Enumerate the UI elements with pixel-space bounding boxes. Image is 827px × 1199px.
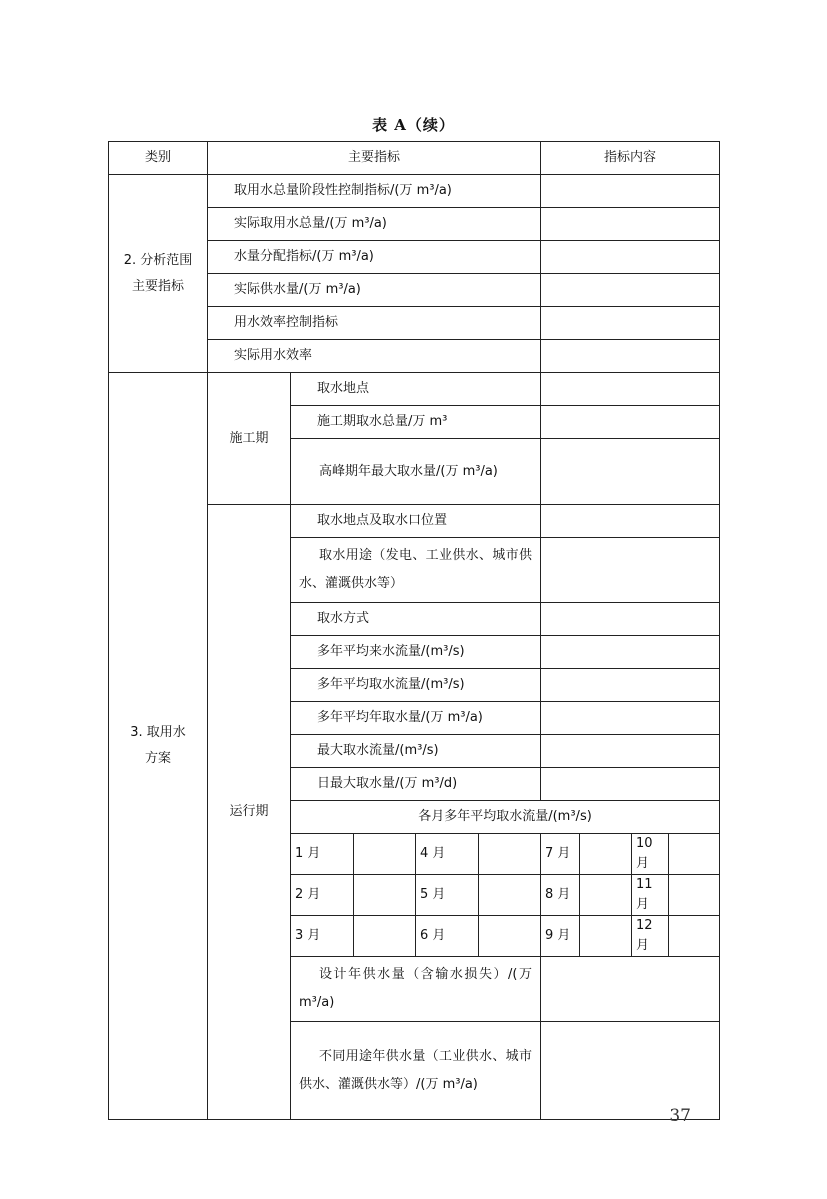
indicator-label: 不同用途年供水量（工业供水、城市供水、灌溉供水等）/(万 m³/a) <box>291 1022 541 1120</box>
indicator-value-cell[interactable] <box>541 669 720 702</box>
indicator-value-cell[interactable] <box>541 373 720 406</box>
month-label: 8 月 <box>541 875 580 916</box>
indicator-value-cell[interactable] <box>541 307 720 340</box>
indicator-value-cell[interactable] <box>541 603 720 636</box>
indicator-value-cell[interactable] <box>541 1022 720 1120</box>
indicator-label: 实际用水效率 <box>208 340 541 373</box>
month-label: 7 月 <box>541 834 580 875</box>
month-label: 5 月 <box>416 875 479 916</box>
month-label: 3 月 <box>291 916 354 957</box>
indicator-label: 高峰期年最大取水量/(万 m³/a) <box>291 439 541 505</box>
indicator-label: 水量分配指标/(万 m³/a) <box>208 241 541 274</box>
indicator-label: 多年平均来水流量/(m³/s) <box>291 636 541 669</box>
indicator-label: 取水地点 <box>291 373 541 406</box>
indicator-label: 设计年供水量（含输水损失）/(万 m³/a) <box>291 957 541 1022</box>
month-value-cell[interactable] <box>479 834 541 875</box>
month-value-cell[interactable] <box>354 916 416 957</box>
indicator-label: 取用水总量阶段性控制指标/(万 m³/a) <box>208 175 541 208</box>
month-value-cell[interactable] <box>669 916 720 957</box>
indicator-value-cell[interactable] <box>541 505 720 538</box>
indicator-value-cell[interactable] <box>541 735 720 768</box>
indicator-label: 取水用途（发电、工业供水、城市供水、灌溉供水等） <box>291 538 541 603</box>
indicator-label: 多年平均年取水量/(万 m³/a) <box>291 702 541 735</box>
header-indicator-content: 指标内容 <box>541 142 720 175</box>
indicator-value-cell[interactable] <box>541 702 720 735</box>
indicator-value-cell[interactable] <box>541 241 720 274</box>
category-section-3: 3. 取用水 方案 <box>109 373 208 1120</box>
header-category: 类别 <box>109 142 208 175</box>
indicator-label: 用水效率控制指标 <box>208 307 541 340</box>
indicator-label: 施工期取水总量/万 m³ <box>291 406 541 439</box>
month-label: 9 月 <box>541 916 580 957</box>
month-label: 6 月 <box>416 916 479 957</box>
indicator-label: 实际取用水总量/(万 m³/a) <box>208 208 541 241</box>
month-value-cell[interactable] <box>669 834 720 875</box>
indicator-value-cell[interactable] <box>541 439 720 505</box>
indicator-value-cell[interactable] <box>541 274 720 307</box>
monthly-flow-header: 各月多年平均取水流量/(m³/s) <box>291 801 720 834</box>
phase-construction: 施工期 <box>208 373 291 505</box>
indicator-label: 多年平均取水流量/(m³/s) <box>291 669 541 702</box>
indicator-label: 最大取水流量/(m³/s) <box>291 735 541 768</box>
month-value-cell[interactable] <box>354 875 416 916</box>
table-row <box>109 175 720 208</box>
category-section-2: 2. 分析范围 主要指标 <box>109 175 208 373</box>
month-value-cell[interactable] <box>580 875 632 916</box>
header-main-indicator: 主要指标 <box>208 142 541 175</box>
indicator-label: 实际供水量/(万 m³/a) <box>208 274 541 307</box>
table-header-row <box>109 142 720 175</box>
indicator-value-cell[interactable] <box>541 340 720 373</box>
indicator-value-cell[interactable] <box>541 538 720 603</box>
month-label: 12 月 <box>632 916 669 957</box>
month-value-cell[interactable] <box>479 875 541 916</box>
table-title: 表 A（续） <box>372 116 455 134</box>
indicator-value-cell[interactable] <box>541 957 720 1022</box>
indicator-value-cell[interactable] <box>541 636 720 669</box>
month-value-cell[interactable] <box>669 875 720 916</box>
indicator-table <box>108 141 720 1120</box>
month-label: 10 月 <box>632 834 669 875</box>
month-label: 4 月 <box>416 834 479 875</box>
indicator-value-cell[interactable] <box>541 768 720 801</box>
indicator-value-cell[interactable] <box>541 175 720 208</box>
indicator-value-cell[interactable] <box>541 208 720 241</box>
phase-operation: 运行期 <box>208 505 291 1120</box>
month-value-cell[interactable] <box>479 916 541 957</box>
indicator-label: 日最大取水量/(万 m³/d) <box>291 768 541 801</box>
month-label: 1 月 <box>291 834 354 875</box>
indicator-value-cell[interactable] <box>541 406 720 439</box>
month-value-cell[interactable] <box>354 834 416 875</box>
page-number: 37 <box>669 1106 691 1126</box>
indicator-label: 取水方式 <box>291 603 541 636</box>
month-label: 2 月 <box>291 875 354 916</box>
month-value-cell[interactable] <box>580 916 632 957</box>
table-row <box>109 373 720 406</box>
indicator-label: 取水地点及取水口位置 <box>291 505 541 538</box>
month-label: 11 月 <box>632 875 669 916</box>
month-value-cell[interactable] <box>580 834 632 875</box>
